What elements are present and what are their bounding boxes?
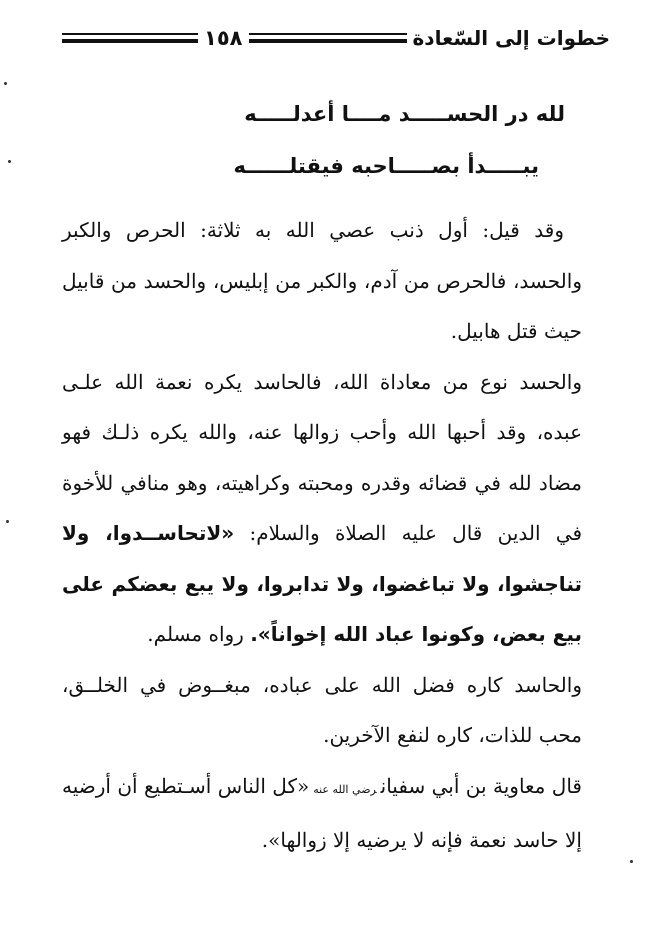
paragraph-4: [62, 761, 582, 866]
muawiya-quote: «كل الناس أسـتطيع أن أرضيه إلا حاسد نعمة فإنه لا يرضيه إلا زوالها».: [62, 773, 582, 852]
running-header: [62, 18, 610, 58]
hadith-quote: «لاتحاســدوا، ولا تناجشوا، ولا تباغضوا، ولا تدابروا، ولا يبع بعضكم على بيع بعض، وكونوا عباد الله إخواناً».: [62, 521, 582, 646]
hadith-source: رواه مسلم.: [147, 622, 244, 646]
paragraph-4-text: قال معاوية بن أبي سفيان: [380, 773, 582, 798]
scan-speck: [8, 160, 11, 163]
header-rule: [249, 33, 407, 43]
scan-speck: [6, 520, 9, 523]
page-number: ١٥٨: [204, 26, 243, 50]
body-text: [62, 205, 582, 866]
paragraph-1: وقد قيل: أول ذنب عصي الله به ثلاثة: الحرص والكبر والحسد، فالحرص من آدم، والكبر من إبليس، والحسد من قابيل حيث قتل هابيل.: [62, 218, 582, 343]
paragraph-2: [62, 357, 582, 660]
paragraph-3: والحاسد كاره فضل الله على عباده، مبغــوض في الخلــق، محب للذات، كاره لنفع الآخرين.: [62, 672, 582, 747]
scan-speck: [630, 860, 633, 863]
poem-verse-2: يبـــــدأ بصـــــاحبه فيقتلــــــه: [233, 154, 539, 178]
scan-speck: [4, 82, 7, 85]
book-title: خطوات إلى السّعادة: [412, 26, 610, 50]
poem-verse-1: لله در الحســـــد مــــا أعدلـــــه: [244, 102, 565, 126]
honorific-glyph: رضي الله عنه: [313, 782, 377, 796]
paragraph-2-text: والحسد نوع من معاداة الله، فالحاسد يكره نعمة الله علـى عبده، وقد أحبها الله وأحب زوالها عنه، والله يكره ذلـك فهو مضاد لله في قضائه وقدره ومحبته وكراهيته، وهو منافي للأخوة في الدين قال عليه الصلاة والسلام:: [62, 369, 583, 545]
header-rule: [62, 33, 198, 43]
